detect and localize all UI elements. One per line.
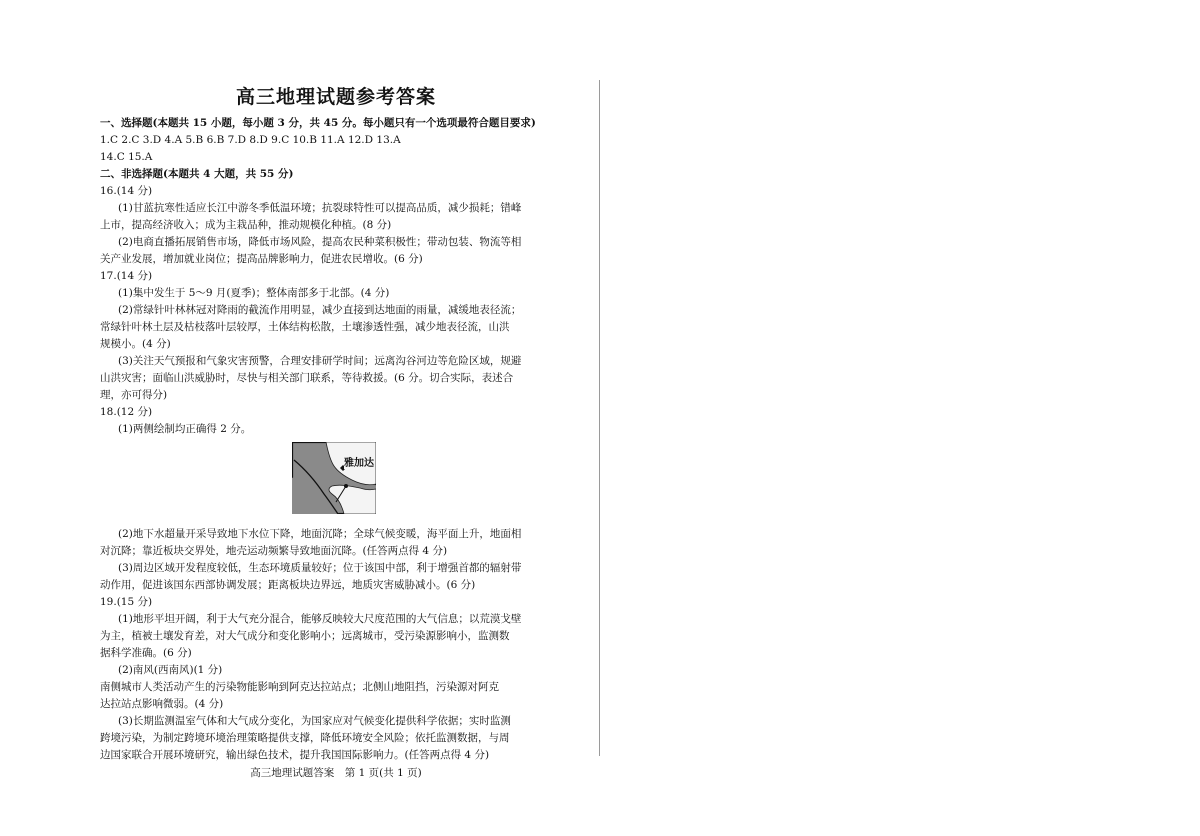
q18-answer-line: (3)周边区域开发程度较低，生态环境质量较好；位于该国中部，利于增强首都的辐射带 [118, 562, 522, 574]
q17-answer-line: 规模小。(4 分) [100, 338, 171, 350]
q18-answer-line: (2)地下水超量开采导致地下水位下降，地面沉降；全球气候变暖，海平面上升，地面相 [118, 528, 522, 540]
q19-answer-line: 边国家联合开展环境研究，输出绿色技术，提升我国国际影响力。(任答两点得 4 分) [100, 749, 490, 761]
q17-answer-line: (1)集中发生于 5～9 月(夏季)；整体南部多于北部。(4 分) [118, 287, 390, 299]
q19-answer-line: (2)南风(西南风)(1 分) [118, 664, 223, 676]
q16-answer-line: 关产业发展，增加就业岗位；提高品牌影响力，促进农民增收。(6 分) [100, 253, 423, 265]
column-divider [599, 80, 600, 756]
q19-answer-line: 跨境污染，为制定跨境环境治理策略提供支撑，降低环境安全风险；依托监测数据，与周 [100, 732, 510, 744]
page-footer: 高三地理试题答案 第 1 页(共 1 页) [250, 767, 422, 779]
q17-answer-line: (3)关注天气预报和气象灾害预警，合理安排研学时间；远离沟谷河边等危险区域，规避 [118, 355, 522, 367]
q17-answer-line: 常绿针叶林土层及枯枝落叶层较厚，土体结构松散，土壤渗透性强，减少地表径流，山洪 [100, 321, 510, 333]
q16-answer-line: (2)电商直播拓展销售市场，降低市场风险，提高农民种菜积极性；带动包装、物流等相 [118, 236, 522, 248]
answer-content [100, 115, 572, 764]
q19-heading: 19.(15 分) [100, 596, 153, 608]
q19-answer-line: (3)长期监测温室气体和大气成分变化，为国家应对气候变化提供科学依据；实时监测 [118, 715, 511, 727]
q16-heading: 16.(14 分) [100, 185, 153, 197]
q18-answer-line: 动作用，促进该国东西部协调发展；距离板块边界远，地质灾害威胁减小。(6 分) [100, 579, 476, 591]
q17-answer-line: 山洪灾害；面临山洪威胁时，尽快与相关部门联系，等待救援。(6 分。切合实际，表述合 [100, 372, 514, 384]
jakarta-point [344, 484, 348, 488]
q17-heading: 17.(14 分) [100, 270, 153, 282]
mc-answers-row2: 14.C 15.A [100, 151, 153, 163]
q18-answer-line: 对沉降；靠近板块交界处，地壳运动频繁导致地面沉降。(任答两点得 4 分) [100, 545, 448, 557]
jakarta-map-figure [292, 442, 572, 520]
jakarta-label: 雅加达 [344, 458, 374, 469]
q18-heading: 18.(12 分) [100, 406, 153, 418]
q16-answer-line: 上市，提高经济收入；成为主栽品种，推动规模化种植。(8 分) [100, 219, 392, 231]
section1-heading: 一、选择题(本题共 15 小题，每小题 3 分，共 45 分。每小题只有一个选项最符合题目要求) [100, 117, 536, 129]
q17-answer-line: 理，亦可得分) [100, 389, 168, 401]
jakarta-map-svg [292, 442, 376, 514]
q19-answer-line: 为主，植被土壤发育差，对大气成分和变化影响小；远离城市，受污染源影响小，监测数 [100, 630, 510, 642]
q19-answer-line: 达拉站点影响微弱。(4 分) [100, 698, 224, 710]
q19-answer-line: 南侧城市人类活动产生的污染物能影响到阿克达拉站点；北侧山地阻挡，污染源对阿克 [100, 681, 499, 693]
section2-heading: 二、非选择题(本题共 4 大题，共 55 分) [100, 168, 294, 180]
q19-answer-line: (1)地形平坦开阔，利于大气充分混合，能够反映较大尺度范围的大气信息；以荒漠戈壁 [118, 613, 522, 625]
q19-answer-line: 据科学准确。(6 分) [100, 647, 192, 659]
q17-answer-line: (2)常绿针叶林林冠对降雨的截流作用明显，减少直接到达地面的雨量，减缓地表径流； [118, 304, 522, 316]
page-title: 高三地理试题参考答案 [235, 86, 436, 108]
q18-answer-line: (1)两侧绘制均正确得 2 分。 [118, 423, 252, 435]
q16-answer-line: (1)甘蓝抗寒性适应长江中游冬季低温环境；抗裂球特性可以提高品质，减少损耗；错峰 [118, 202, 522, 214]
mc-answers-row1: 1.C 2.C 3.D 4.A 5.B 6.B 7.D 8.D 9.C 10.B 11.A 12.D 13.A [100, 134, 401, 146]
